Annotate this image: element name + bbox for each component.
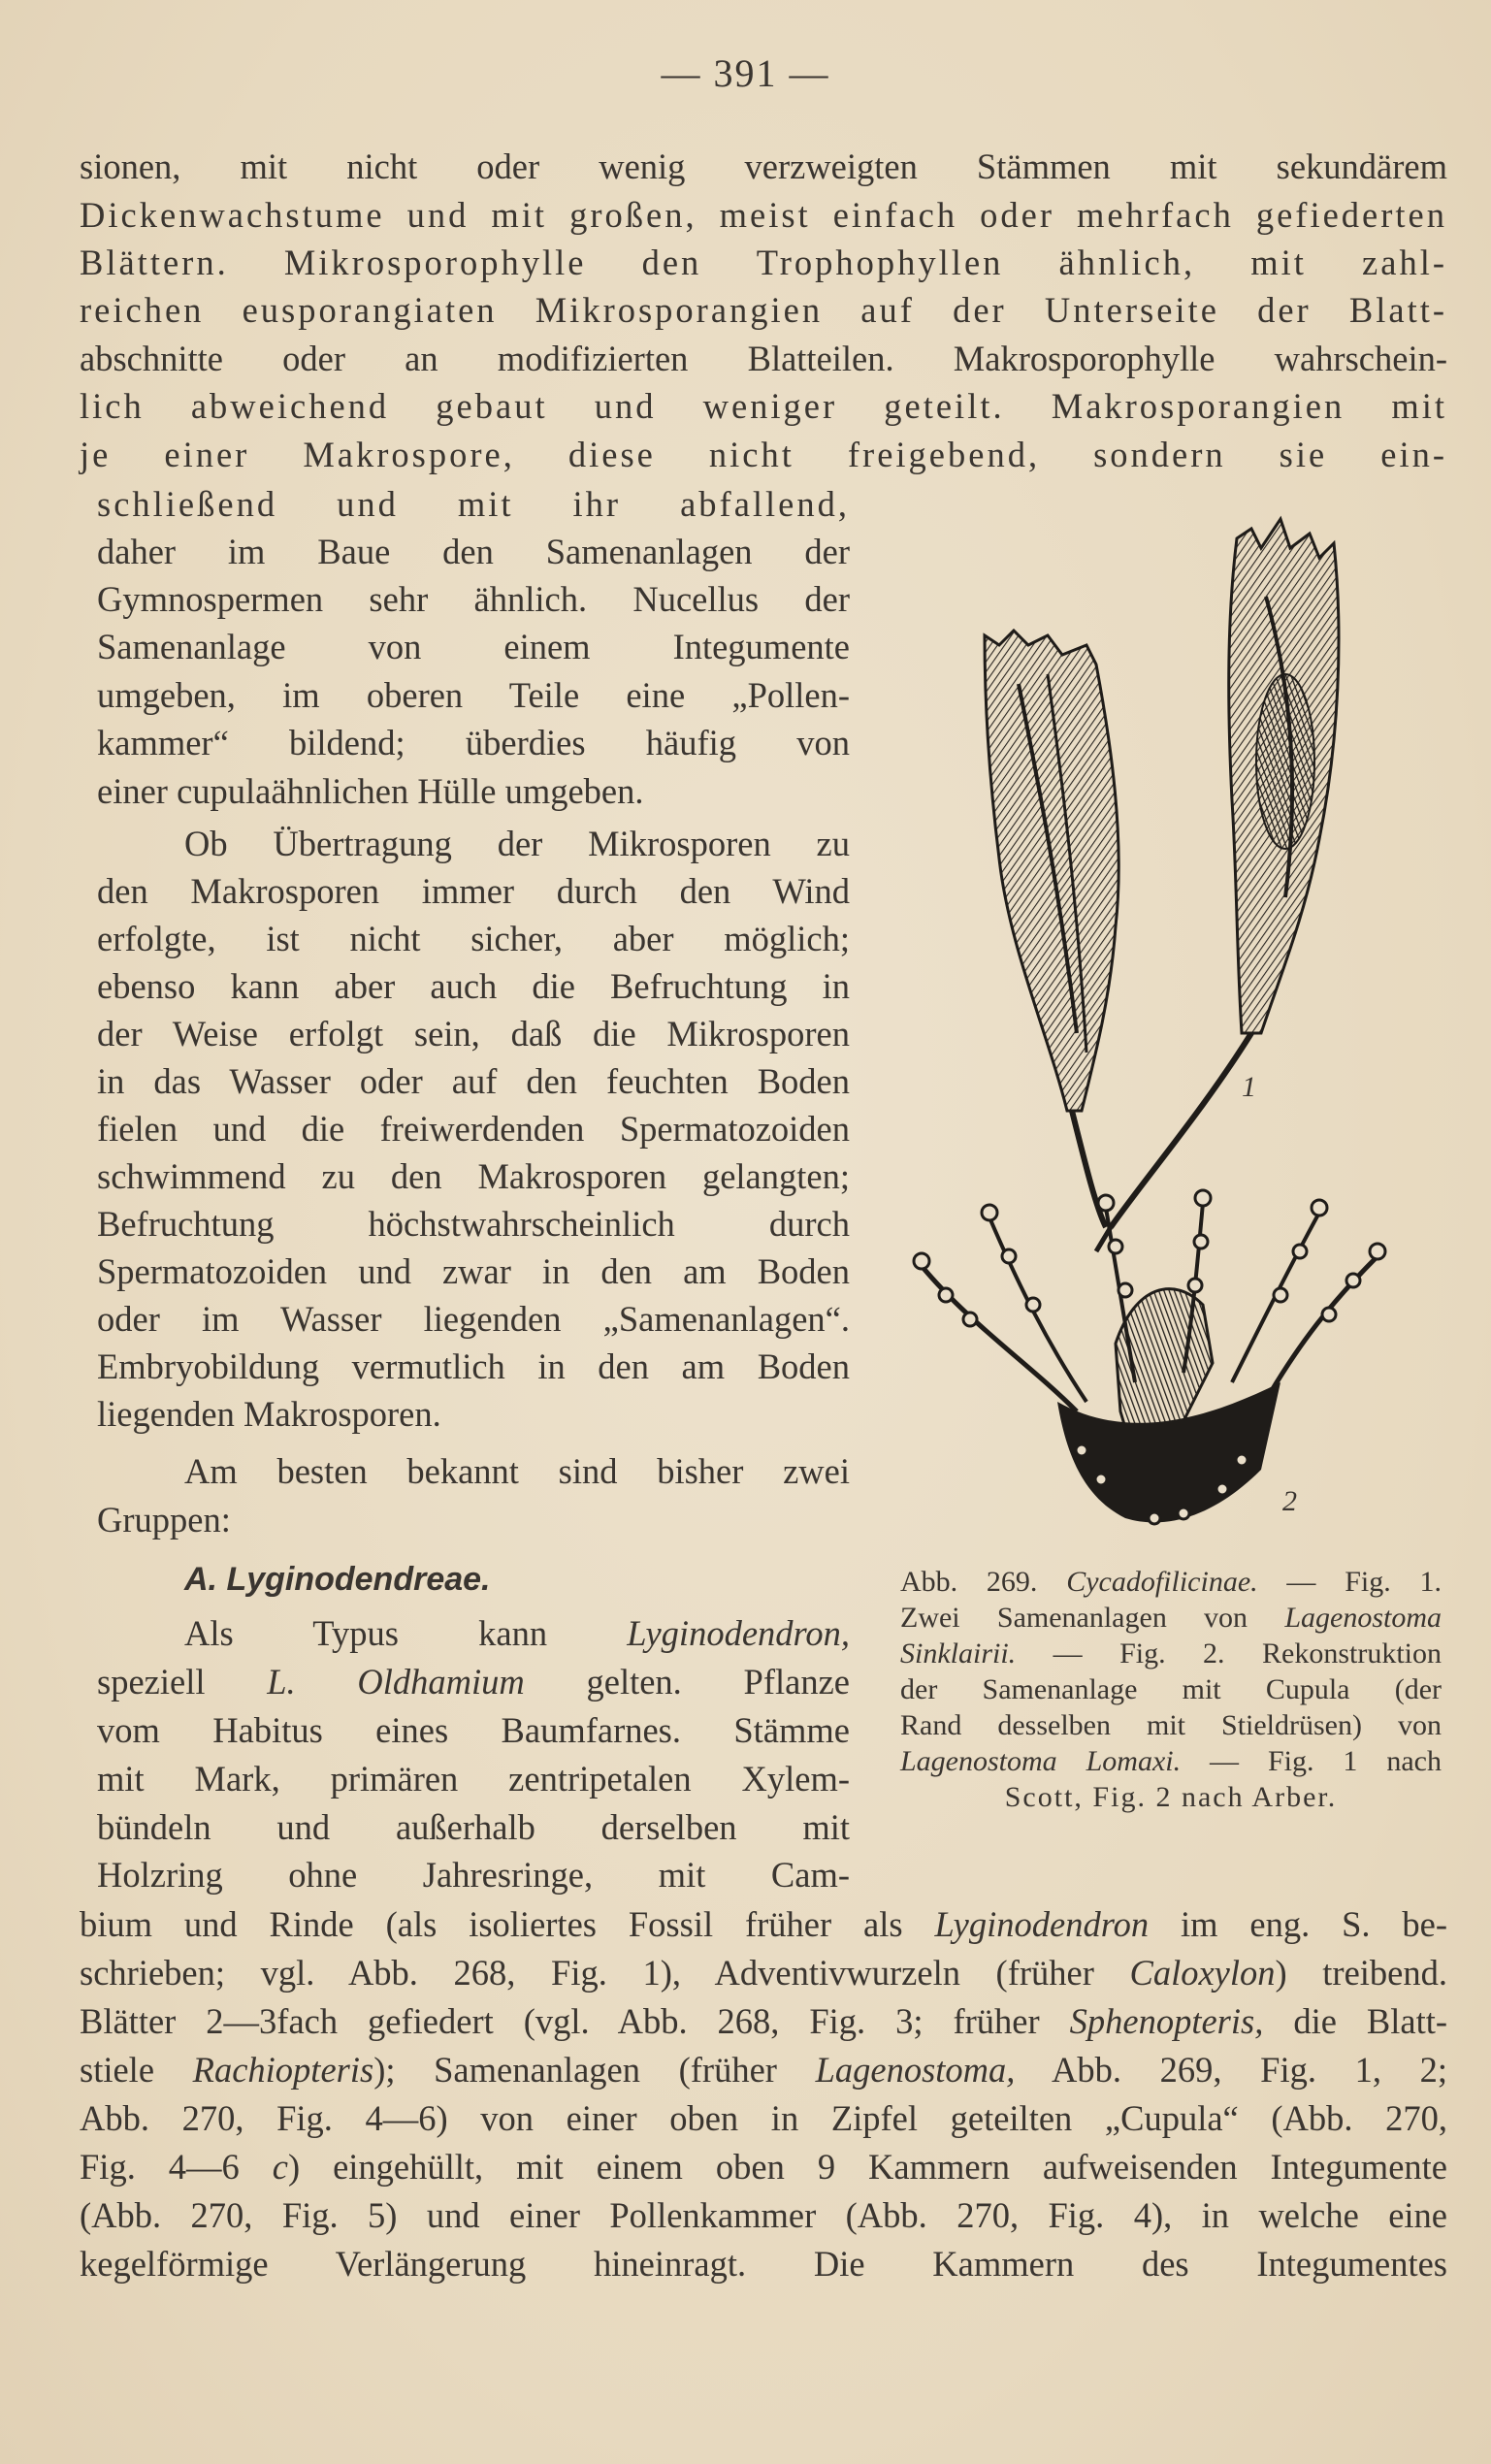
section-heading: A. Lyginodendreae. [184, 1561, 491, 1598]
text-line: einer cupulaähnlichen Hülle umgeben. [97, 771, 644, 811]
caption-line: der Samenanlage mit Cupula (der [900, 1673, 1442, 1705]
text-line: umgeben, im oberen Teile eine „Pollen- [97, 675, 850, 715]
text-line: (Abb. 270, Fig. 5) und einer Pollenkammer (Abb. 270, Fig. 4), in welche eine [80, 2195, 1447, 2235]
text-line: abschnitte oder an modifizierten Blatteilen. Makrosporophylle wahrschein- [80, 339, 1447, 378]
text-line: erfolgte, ist nicht sicher, aber möglich; [97, 919, 850, 958]
text-line: Befruchtung höchstwahrscheinlich durch [97, 1204, 850, 1244]
text-line: fielen und die freiwerdenden Spermatozoiden [97, 1109, 850, 1149]
caption-line: Lagenostoma Lomaxi. — Fig. 1 nach [900, 1745, 1442, 1777]
text-line: daher im Baue den Samenanlagen der [97, 532, 850, 571]
text-line: Am besten bekannt sind bisher zwei [184, 1451, 850, 1491]
caption-line: Rand desselben mit Stieldrüsen) von [900, 1709, 1442, 1741]
caption-line: Abb. 269. Cycadofilicinae. — Fig. 1. [900, 1566, 1442, 1598]
text-line: vom Habitus eines Baumfarnes. Stämme [97, 1710, 850, 1750]
text-line: kammer“ bildend; überdies häufig von [97, 723, 850, 762]
fig1-ovules [985, 519, 1339, 1251]
text-line: den Makrosporen immer durch den Wind [97, 871, 850, 911]
text-line: Embryobildung vermutlich in den am Boden [97, 1346, 850, 1386]
text-line: mit Mark, primären zentripetalen Xylem- [97, 1759, 850, 1799]
caption-line: Zwei Samenanlagen von Lagenostoma [900, 1602, 1442, 1634]
text-line: sionen, mit nicht oder wenig verzweigten Stämmen mit sekundärem [80, 146, 1447, 186]
caption-line: Scott, Fig. 2 nach Arber. [1004, 1781, 1338, 1813]
text-line: bium und Rinde (als isoliertes Fossil früher als Lyginodendron im eng. S. be- [80, 1904, 1447, 1944]
text-line: der Weise erfolgt sein, daß die Mikrosporen [97, 1014, 850, 1054]
text-line: Blättern. Mikrosporophylle den Trophophyllen ähnlich, mit zahl- [80, 243, 1447, 282]
text-line: Blätter 2—3fach gefiedert (vgl. Abb. 268, Fig. 3; früher Sphenopteris, die Blatt- [80, 2001, 1447, 2041]
text-line: schwimmend zu den Makrosporen gelangten; [97, 1156, 850, 1196]
text-line: Gymnospermen sehr ähnlich. Nucellus der [97, 579, 850, 619]
text-line: Gruppen: [97, 1500, 231, 1540]
text-line: oder im Wasser liegenden „Samenanlagen“. [97, 1299, 850, 1339]
text-line: je einer Makrospore, diese nicht freigebend, sondern sie ein- [80, 435, 1447, 474]
text-line: stiele Rachiopteris); Samenanlagen (früher Lagenostoma, Abb. 269, Fig. 1, 2; [80, 2050, 1448, 2090]
figure-illustration [892, 490, 1436, 1557]
text-line: Fig. 4—6 c) eingehüllt, mit einem oben 9 Kammern aufweisenden Integumente [80, 2147, 1447, 2187]
text-line: speziell L. Oldhamium gelten. Pflanze [97, 1662, 850, 1702]
text-line: Als Typus kann Lyginodendron, [184, 1613, 850, 1653]
text-line: reichen eusporangiaten Mikrosporangien auf der Unterseite der Blatt- [80, 290, 1447, 330]
text-line: Holzring ohne Jahresringe, mit Cam- [97, 1855, 850, 1895]
text-line: Samenanlage von einem Integumente [97, 627, 850, 666]
text-line: kegelförmige Verlängerung hineinragt. Die Kammern des Integumentes [80, 2244, 1447, 2284]
caption-line: Sinklairii. — Fig. 2. Rekonstruktion [900, 1637, 1442, 1670]
text-line: Abb. 270, Fig. 4—6) von einer oben in Zipfel geteilten „Cupula“ (Abb. 270, [80, 2098, 1447, 2138]
fig1-label: 1 [1242, 1071, 1256, 1103]
text-line: ebenso kann aber auch die Befruchtung in [97, 966, 850, 1006]
text-line: lich abweichend gebaut und weniger geteilt. Makrosporangien mit [80, 386, 1447, 426]
text-line: in das Wasser oder auf den feuchten Boden [97, 1061, 850, 1101]
text-line: Ob Übertragung der Mikrosporen zu [184, 824, 850, 863]
text-line: Dickenwachstume und mit großen, meist einfach oder mehrfach gefiederten [80, 195, 1447, 235]
text-line: Spermatozoiden und zwar in den am Boden [97, 1251, 850, 1291]
text-line: schrieben; vgl. Abb. 268, Fig. 1), Adventivwurzeln (früher Caloxylon) treibend. [80, 1953, 1447, 1993]
text-line: schließend und mit ihr abfallend, [97, 484, 850, 524]
fig2-cupula [914, 1190, 1385, 1524]
text-line: bündeln und außerhalb derselben mit [97, 1807, 850, 1847]
page-number: — 391 — [661, 51, 830, 95]
fig2-label: 2 [1282, 1485, 1297, 1517]
seed-illustration [892, 490, 1436, 1557]
text-line: liegenden Makrosporen. [97, 1394, 441, 1434]
